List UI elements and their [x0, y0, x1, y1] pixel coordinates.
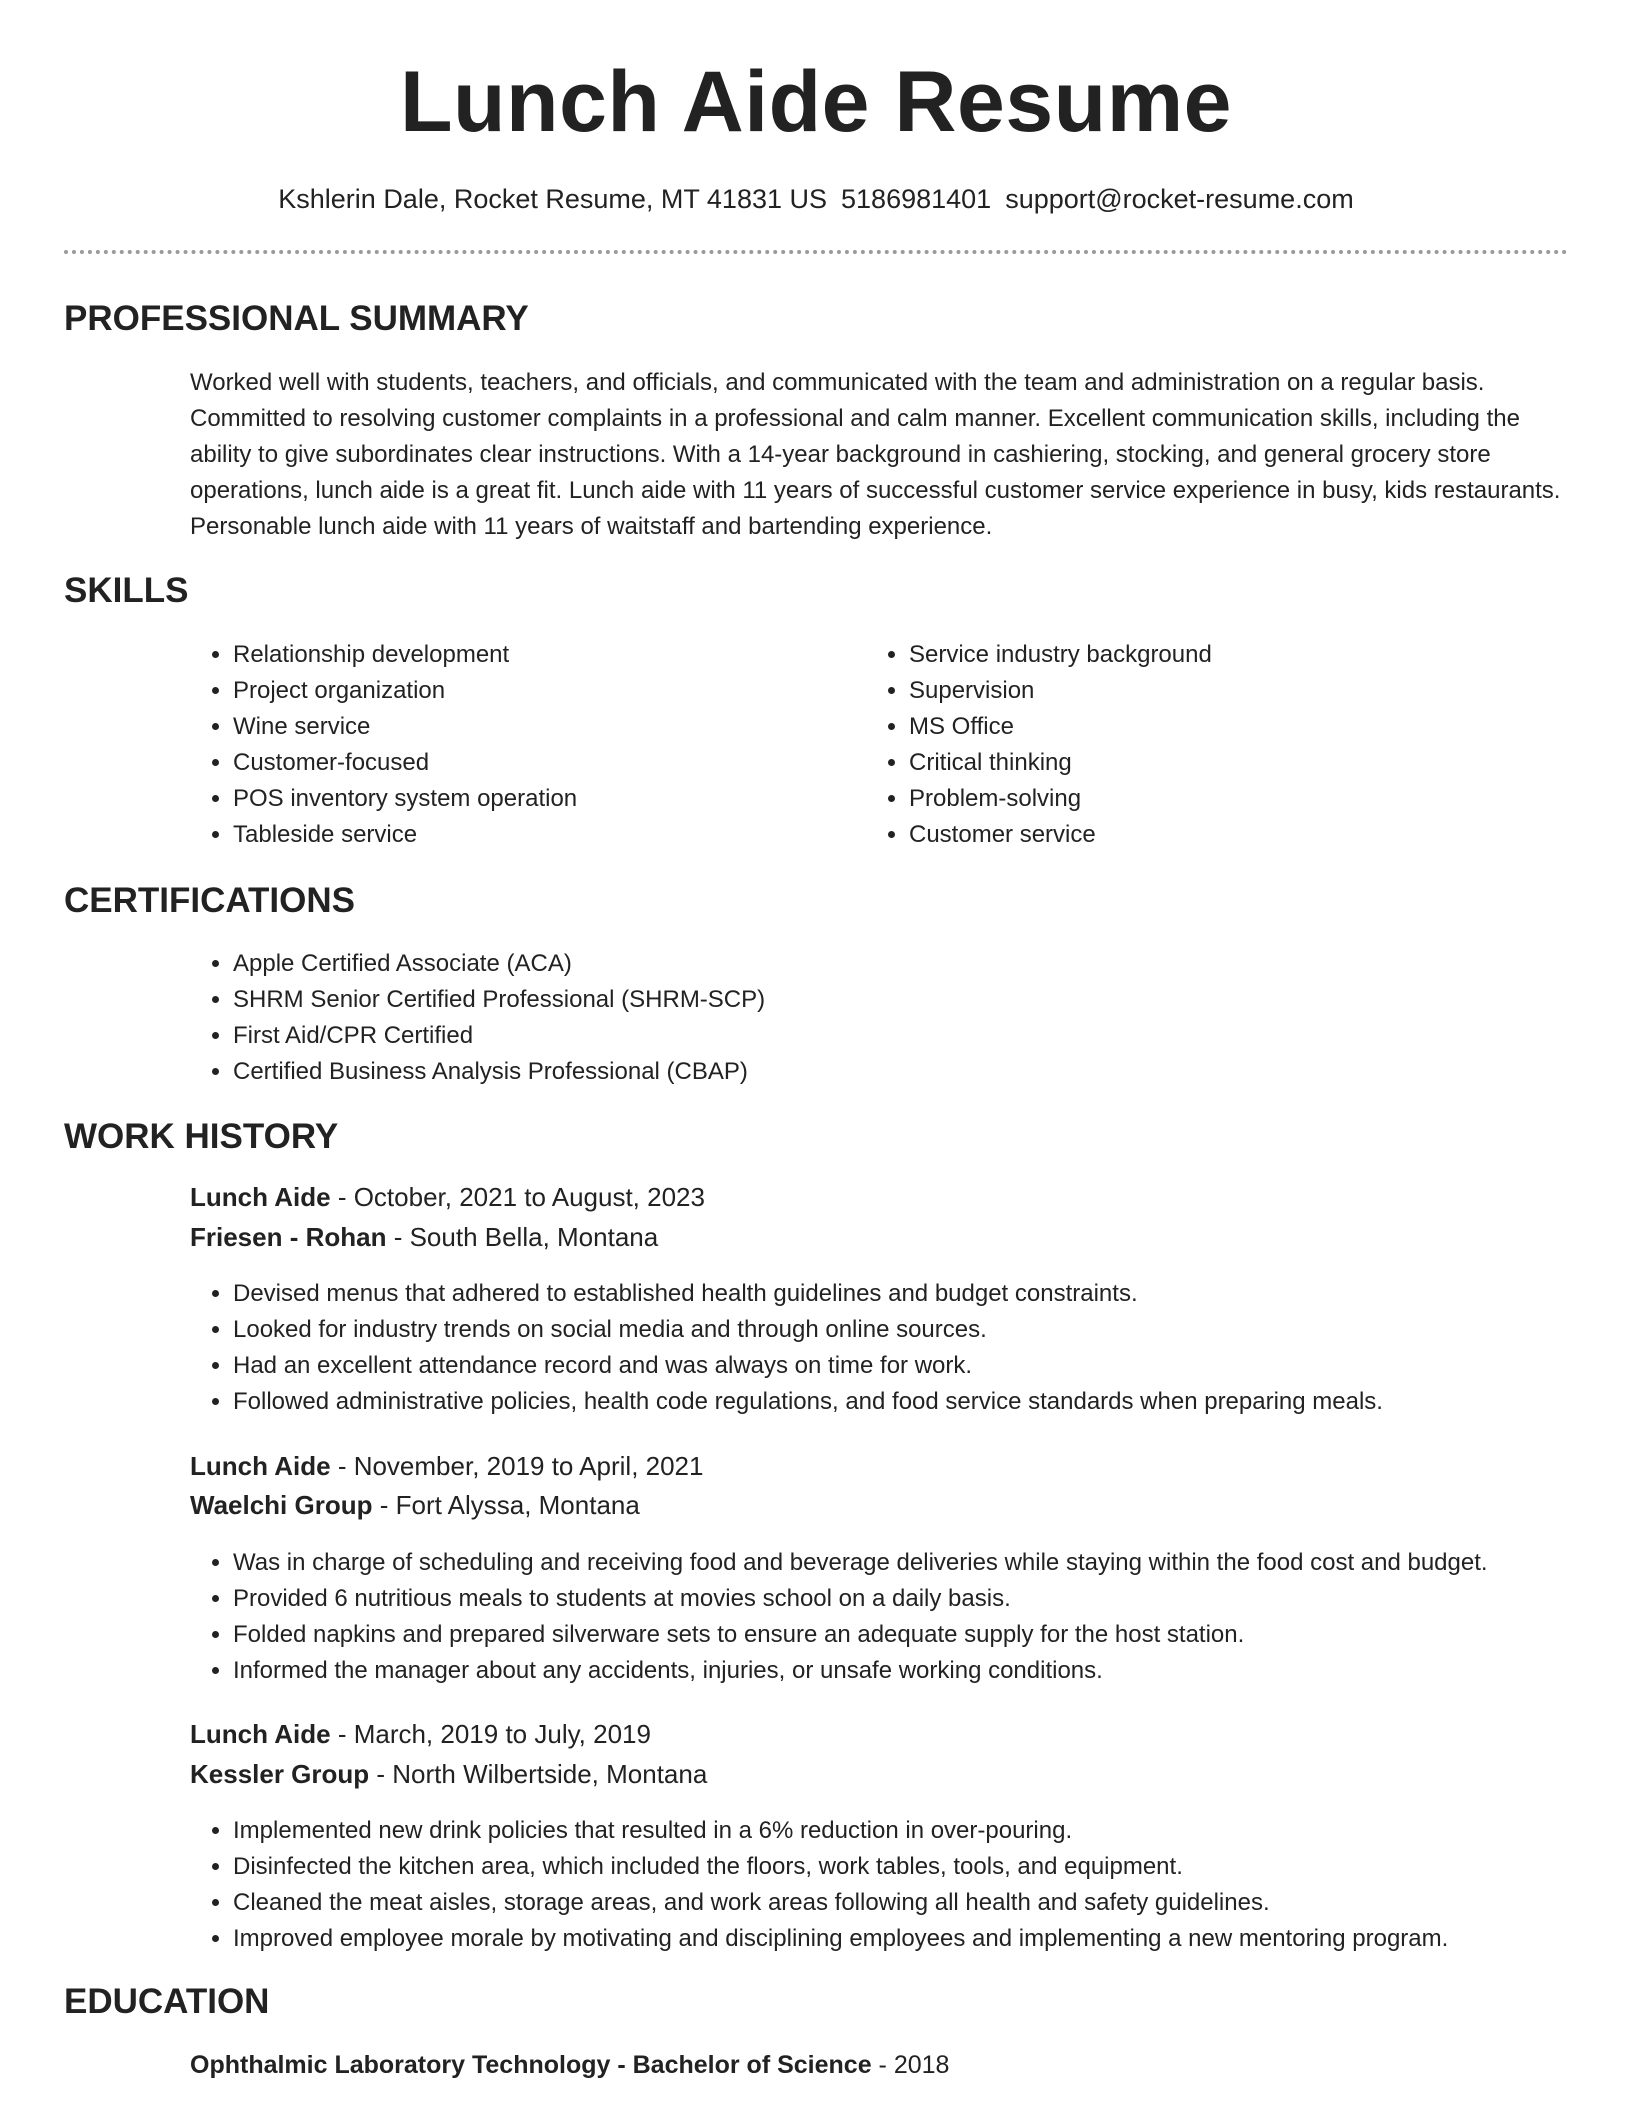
skill-item: • Relationship development [233, 637, 873, 673]
job-duty: • Followed administrative policies, health code regulations, and food service standards when preparing meals. [233, 1384, 1632, 1420]
job-duty: • Was in charge of scheduling and receiving food and beverage deliveries while staying within the food cost and budget. [233, 1545, 1632, 1581]
job-title: Lunch Aide [190, 1719, 331, 1749]
summary-text: Worked well with students, teachers, and officials, and communicated with the team and administration on a regular basis. Committed to resolving customer complaints in a professional and calm manner. Excellent communication skills, including the ability to give subordinates clear instructions. With a 14-year background in cashiering, stocking, and general grocery store operations, lunch aide is a great fit. Lunch aide with 11 years of successful customer service experience in busy, kids restaurants. Personable lunch aide with 11 years of waitstaff and bartending experience. [190, 369, 1561, 540]
job-company-line [190, 1486, 640, 1524]
job-title: Lunch Aide [190, 1182, 331, 1212]
job-duty: • Provided 6 nutritious meals to students at movies school on a daily basis. [233, 1581, 1632, 1617]
job-title-line [190, 1178, 705, 1216]
job-company-line [190, 1218, 658, 1256]
job-duty: • Disinfected the kitchen area, which included the floors, work tables, tools, and equipment. [233, 1849, 1632, 1885]
skills-list-right [866, 637, 1549, 853]
contact-phone: 5186981401 [841, 184, 992, 214]
summary-heading: PROFESSIONAL SUMMARY [64, 299, 529, 338]
job-duty: • Implemented new drink policies that resulted in a 6% reduction in over-pouring. [233, 1813, 1632, 1849]
contact-line [0, 182, 1632, 216]
job-duty: • Had an excellent attendance record and was always on time for work. [233, 1348, 1632, 1384]
job-duty: • Devised menus that adhered to established health guidelines and budget constraints. [233, 1276, 1632, 1312]
job-duties-list [190, 1813, 1632, 1957]
job-duty: • Improved employee morale by motivating and disciplining employees and implementing a new mentoring program. [233, 1921, 1632, 1957]
skill-item: • Supervision [909, 673, 1549, 709]
skill-item: • Customer-focused [233, 745, 873, 781]
education-degree: Ophthalmic Laboratory Technology - Bachelor of Science [190, 2051, 872, 2079]
job-duties-list [190, 1276, 1632, 1420]
skill-item: • Problem-solving [909, 781, 1549, 817]
job-title-line [190, 1447, 703, 1485]
skill-item: • POS inventory system operation [233, 781, 873, 817]
header-divider [64, 250, 1568, 254]
job-title: Lunch Aide [190, 1451, 331, 1481]
resume-title: Lunch Aide Resume [399, 54, 1232, 150]
job-dates: - November, 2019 to April, 2021 [330, 1451, 704, 1481]
job-duty: • Cleaned the meat aisles, storage areas, and work areas following all health and safety guidelines. [233, 1885, 1632, 1921]
skills-heading: SKILLS [64, 571, 189, 610]
job-dates: - October, 2021 to August, 2023 [330, 1182, 705, 1212]
job-company: Friesen - Rohan [190, 1222, 387, 1252]
certification-item: • Apple Certified Associate (ACA) [233, 946, 1533, 982]
certification-item: • Certified Business Analysis Professional (CBAP) [233, 1054, 1533, 1090]
skill-item: • Project organization [233, 673, 873, 709]
certification-item: • First Aid/CPR Certified [233, 1018, 1533, 1054]
job-title-line [190, 1715, 651, 1753]
job-company-line [190, 1755, 707, 1793]
job-location: - South Bella, Montana [386, 1222, 659, 1252]
education-year: - 2018 [871, 2051, 950, 2079]
contact-email[interactable]: support@rocket-resume.com [1005, 184, 1354, 214]
education-heading: EDUCATION [64, 1982, 270, 2021]
job-duty: • Informed the manager about any accidents, injuries, or unsafe working conditions. [233, 1653, 1632, 1689]
contact-address: Kshlerin Dale, Rocket Resume, MT 41831 US [278, 184, 828, 214]
skill-item: • Service industry background [909, 637, 1549, 673]
job-duty: • Folded napkins and prepared silverware sets to ensure an adequate supply for the host station. [233, 1617, 1632, 1653]
certification-item: • SHRM Senior Certified Professional (SHRM-SCP) [233, 982, 1533, 1018]
education-line [190, 2046, 949, 2084]
skill-item: • Wine service [233, 709, 873, 745]
job-duty: • Looked for industry trends on social media and through online sources. [233, 1312, 1632, 1348]
job-company: Kessler Group [190, 1759, 370, 1789]
job-location: - Fort Alyssa, Montana [372, 1490, 640, 1520]
skill-item: • Critical thinking [909, 745, 1549, 781]
skills-list-left [190, 637, 873, 853]
skill-item: • Tableside service [233, 817, 873, 853]
certifications-heading: CERTIFICATIONS [64, 881, 356, 920]
skill-item: • MS Office [909, 709, 1549, 745]
job-location: - North Wilbertside, Montana [369, 1759, 708, 1789]
skill-item: • Customer service [909, 817, 1549, 853]
certifications-list [190, 946, 1533, 1090]
job-company: Waelchi Group [190, 1490, 373, 1520]
job-duties-list [190, 1545, 1632, 1689]
job-dates: - March, 2019 to July, 2019 [330, 1719, 651, 1749]
work-history-heading: WORK HISTORY [64, 1117, 339, 1156]
